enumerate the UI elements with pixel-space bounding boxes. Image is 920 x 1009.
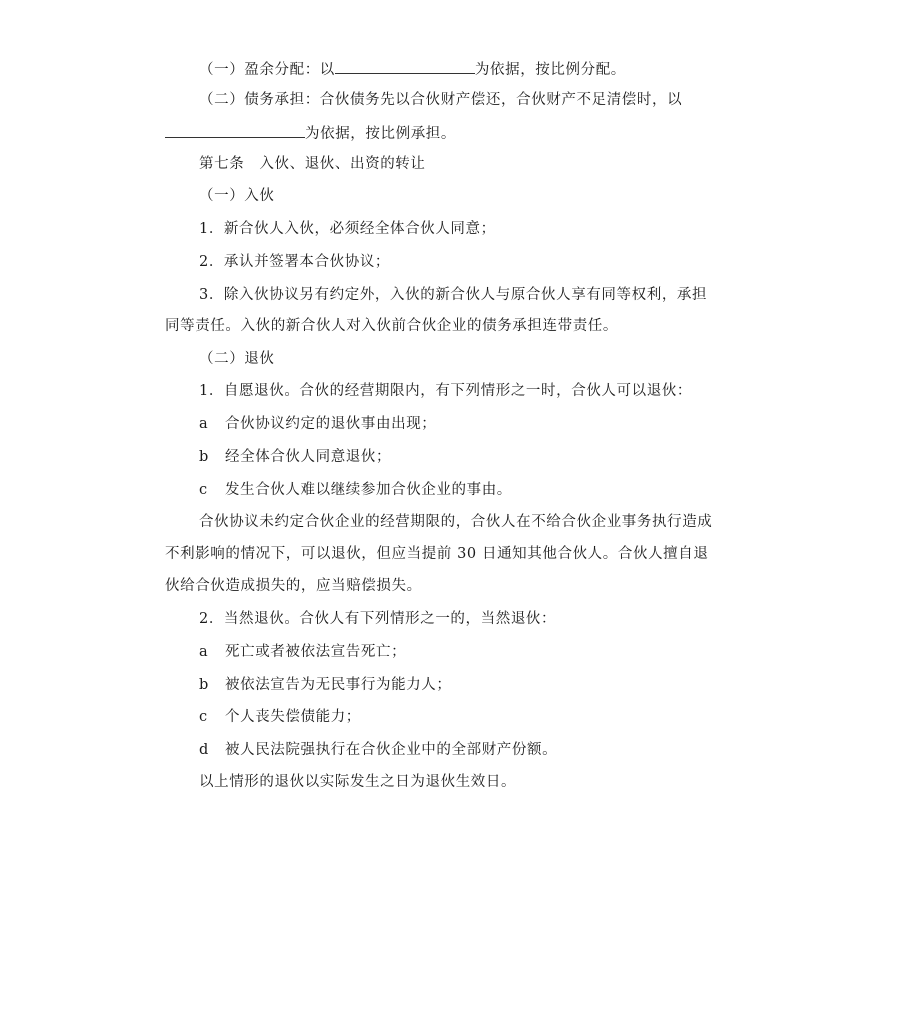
list-marker: a [199, 644, 209, 660]
list-item-text: 被依法宣告为无民事行为能力人； [225, 677, 452, 693]
join-item-2: 2．承认并签署本合伙协议； [199, 254, 391, 270]
profit-distribution-suffix: 为依据，按比例分配。 [474, 62, 626, 78]
list-item [199, 707, 361, 727]
profit-distribution-prefix: （一）盈余分配：以 [199, 62, 335, 78]
debt-bearing-suffix: 为依据，按比例承担。 [305, 126, 456, 142]
list-marker: c [199, 482, 208, 498]
debt-bearing-line-2 [165, 122, 456, 144]
closing-sentence: 以上情形的退伙以实际发生之日为退伙生效日。 [199, 774, 517, 790]
quit-paragraph-line-1: 合伙协议未约定合伙企业的经营期限的，合伙人在不给合伙企业事务执行造成 [199, 514, 713, 530]
join-item-1: 1．新合伙人入伙，必须经全体合伙人同意； [199, 221, 496, 237]
list-item [199, 675, 452, 695]
list-item-text: 发生合伙人难以继续参加合伙企业的事由。 [225, 482, 512, 498]
debt-bearing-line-1: （二）债务承担：合伙债务先以合伙财产偿还，合伙财产不足清偿时，以 [199, 92, 683, 108]
profit-basis-blank [335, 58, 475, 74]
list-item [199, 480, 512, 500]
list-item [199, 740, 557, 760]
list-item-text: 经全体合伙人同意退伙； [225, 449, 392, 465]
quit-paragraph-line-2: 不利影响的情况下，可以退伙，但应当提前 30 日通知其他合伙人。合伙人擅自退 [165, 546, 709, 562]
join-item-3-line-2: 同等责任。入伙的新合伙人对入伙前合伙企业的债务承担连带责任。 [165, 318, 618, 334]
debt-basis-blank [165, 122, 305, 138]
list-marker: a [199, 416, 209, 432]
list-item-text: 合伙协议约定的退伙事由出现； [225, 416, 437, 432]
list-item [199, 447, 391, 467]
list-item [199, 414, 436, 434]
profit-distribution-line [199, 58, 626, 80]
list-marker: c [199, 709, 208, 725]
list-item [199, 642, 406, 662]
quit-heading: （二）退伙 [199, 351, 275, 367]
quit-paragraph-line-3: 伙给合伙造成损失的，应当赔偿损失。 [165, 578, 422, 594]
list-item-text: 个人丧失偿债能力； [225, 709, 361, 725]
join-item-3-line-1: 3．除入伙协议另有约定外，入伙的新合伙人与原合伙人享有同等权利，承担 [199, 287, 708, 303]
automatic-quit-item: 2．当然退伙。合伙人有下列情形之一的，当然退伙： [199, 611, 557, 627]
list-marker: b [199, 449, 209, 465]
list-item-text: 死亡或者被依法宣告死亡； [225, 644, 407, 660]
join-heading: （一）入伙 [199, 188, 275, 204]
list-item-text: 被人民法院强执行在合伙企业中的全部财产份额。 [225, 742, 558, 758]
list-marker: d [199, 742, 209, 758]
voluntary-quit-item: 1．自愿退伙。合伙的经营期限内，有下列情形之一时，合伙人可以退伙： [199, 383, 693, 399]
list-marker: b [199, 677, 209, 693]
article-7-heading: 第七条 入伙、退伙、出资的转让 [199, 156, 426, 172]
